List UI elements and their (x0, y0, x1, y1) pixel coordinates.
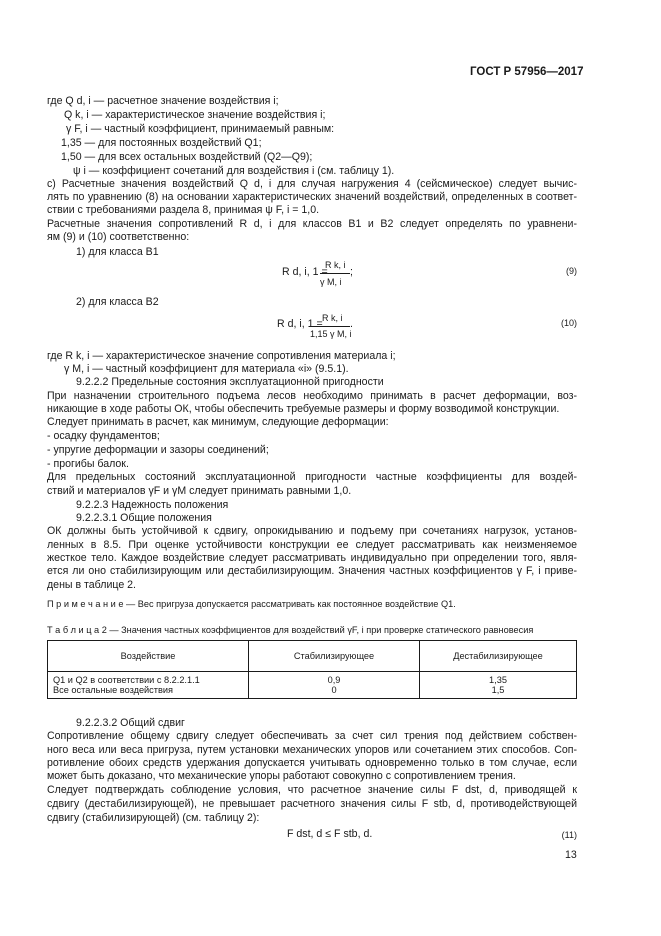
text-line: никающие в ходе работы ОК, чтобы обеспечить требуемые размеры и форму возводимой конструкции. (47, 403, 560, 415)
text-line: Сопротивление общему сдвигу следует обеспечивать за счет сил трения под действием собствен- (47, 730, 577, 742)
text-line: ψ i — коэффициент сочетаний для воздействия i (см. таблицу 1). (73, 165, 395, 177)
table-cell (249, 672, 420, 699)
fraction-line (320, 273, 350, 274)
equation-10-tail: . (350, 318, 353, 330)
table-cell-text: 1,35 (489, 675, 507, 685)
equation-9-tail: ; (350, 266, 353, 278)
equation-9-denominator: γ M, i (320, 277, 342, 287)
table-cell (48, 672, 249, 699)
equation-11: F dst, d ≤ F stb, d. (287, 828, 373, 840)
text-line: ленных в 8.5. При оценке устойчивости конструкции ее следует рассматривать как неизменяемое (47, 539, 577, 551)
text-line: 1) для класса В1 (76, 246, 159, 258)
text-line: Для предельных состояний эксплуатационной пригодности частные коэффициенты для воздей- (47, 471, 577, 483)
text-line: дены в таблице 2. (47, 579, 136, 591)
text-line: ного веса или веса пригруза, путем установки механических упоров или сочетанием этих способов. Соп- (47, 744, 577, 756)
note: П р и м е ч а н и е — Вес пригруза допускается рассматривать как постоянное воздействие Q1. (47, 599, 456, 609)
equation-10-denominator: 1,15 γ M, i (310, 329, 352, 339)
text-line: лять по уравнению (8) на основании характеристических значений воздействий, определенных в соответ- (47, 191, 577, 203)
page-number: 13 (565, 849, 577, 861)
list-item: - осадку фундаментов; (47, 430, 160, 442)
table-cell-text: 0,9 (327, 675, 341, 685)
equation-9-number: (9) (566, 266, 577, 276)
table-cell-text: 1,5 (491, 685, 505, 695)
section-heading: 9.2.2.3 Надежность положения (76, 499, 229, 511)
equation-10-numerator: R k, i (322, 313, 343, 323)
table-cell-text: Все остальные воздействия (53, 685, 173, 695)
equation-11-number: (11) (561, 830, 577, 840)
table-cell (420, 672, 577, 699)
list-item: - прогибы балок. (47, 458, 129, 470)
text-line: может быть доказано, что механические упоры работают совокупно с сопротивлением трения. (47, 770, 516, 782)
text-line: сдвигу (дестабилизирующей), не превышает расчетного значения силы F stb, d, противодействующей (47, 798, 577, 810)
table-cell-text: Q1 и Q2 в соответствии с 8.2.2.1.1 (53, 675, 200, 685)
text-line: ротивление обоих средств удержания допускается учитывать одновременно только в том случае, если (47, 757, 577, 769)
text-line: где R k, i — характеристическое значение сопротивления материала i; (47, 350, 396, 362)
fraction-line (309, 326, 350, 327)
equation-9-numerator: R k, i (325, 260, 346, 270)
table-header-cell: Воздействие (48, 641, 249, 672)
text-line: ется ли оно стабилизирующим или дестабилизирующим. Значения частных коэффициентов γ F, i приве- (47, 565, 577, 577)
text-line: Q k, i — характеристическое значение воздействия i; (64, 109, 326, 121)
text-line: γ F, i — частный коэффициент, принимаемый равным: (66, 123, 335, 135)
section-heading: 9.2.2.3.1 Общие положения (76, 512, 212, 524)
text-line: 1,35 — для постоянных воздействий Q1; (61, 137, 262, 149)
text-line: ям (9) и (10) соответственно: (47, 231, 190, 243)
text-line: При назначении строительного подъема лесов необходимо принимать в расчет деформации, воз- (47, 390, 577, 402)
table-header-cell: Стабилизирующее (249, 641, 420, 672)
equation-10-lhs: R d, i, 1 = (277, 318, 323, 330)
text-line: 1,50 — для всех остальных воздействий (Q2—Q9); (61, 151, 313, 163)
table-header-cell: Дестабилизирующее (420, 641, 577, 672)
section-heading: 9.2.2.2 Предельные состояния эксплуатационной пригодности (76, 376, 384, 388)
text-line: жесткое тело. Каждое воздействие следует рассматривать индивидуально при определении того, явля- (47, 552, 577, 564)
text-line: Расчетные значения сопротивлений R d, i для классов В1 и В2 следует определять по уравнени- (47, 218, 577, 230)
text-line: сдвигу (стабилизирующей) (см. таблицу 2): (47, 812, 260, 824)
text-line: ОК должны быть устойчивой к сдвигу, опрокидыванию и подъему при сочетаниях нагрузок, установ- (47, 525, 577, 537)
equation-9-lhs: R d, i, 1 = (282, 266, 328, 278)
table-header-row (48, 641, 577, 672)
text-line: где Q d, i — расчетное значение воздействия i; (47, 95, 279, 107)
coefficients-table (47, 640, 577, 699)
text-line: Следует подтверждать соблюдение условия, что расчетное значение силы F dst, d, приводящей к (47, 784, 577, 796)
document-header: ГОСТ Р 57956—2017 (470, 66, 584, 78)
text-line: Следует принимать в расчет, как минимум, следующие деформации: (47, 416, 389, 428)
list-item: - упругие деформации и зазоры соединений; (47, 444, 269, 456)
table-row (48, 672, 577, 699)
text-line: ствии с требованиями раздела 8, принимая ψ F, i = 1,0. (47, 204, 320, 216)
text-line: ствий и материалов γF и γM следует принимать равными 1,0. (47, 485, 352, 497)
text-line: c) Расчетные значения воздействий Q d, i для случая нагружения 4 (сейсмическое) следует вычис- (47, 178, 577, 190)
section-heading: 9.2.2.3.2 Общий сдвиг (76, 717, 185, 729)
text-line: 2) для класса В2 (76, 296, 159, 308)
table-cell-text: 0 (331, 685, 337, 695)
text-line: γ M, i — частный коэффициент для материала «i» (9.5.1). (64, 363, 349, 375)
equation-10-number: (10) (560, 318, 577, 328)
table-caption: Т а б л и ц а 2 — Значения частных коэффициентов для воздействий γF, i при проверке статического равновесия (47, 625, 534, 635)
